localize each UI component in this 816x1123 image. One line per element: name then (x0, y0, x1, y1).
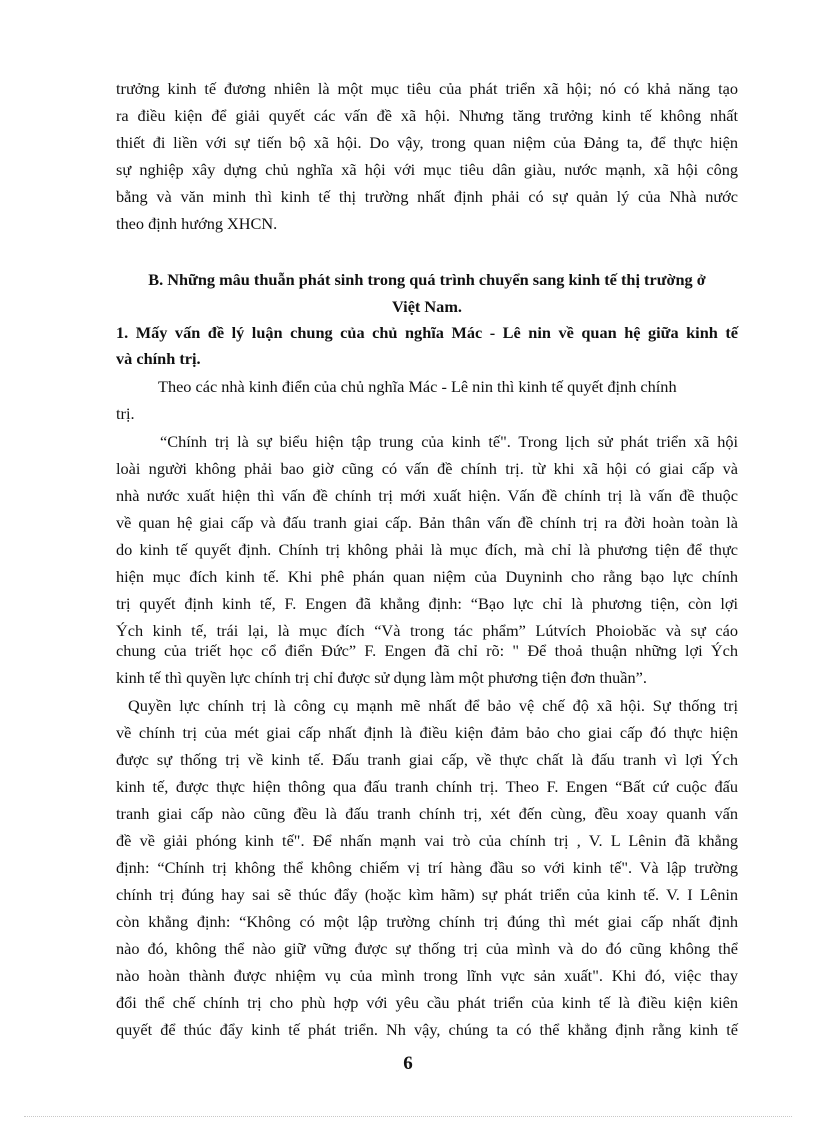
paragraph-line: Theo các nhà kinh điển của chủ nghĩa Mác - Lê nin thì kinh tế quyết định chính (158, 377, 677, 396)
paragraph-line: đổi thể chế chính trị cho phù hợp với yêu cầu phát triển của kinh tế là điều kiện kiên (116, 993, 738, 1012)
page-bottom-divider (24, 1116, 792, 1117)
paragraph-line: về chính trị của mét giai cấp nhất định là điều kiện đảm bảo cho giai cấp đó thực hiện (116, 723, 738, 742)
section-heading: B. Những mâu thuẫn phát sinh trong quá trình chuyển sang kinh tế thị trường ở (148, 270, 706, 289)
paragraph-line: đề về giải phóng kinh tế". Để nhấn mạnh vai trò của chính trị , V. L Lênin đã khẳng (116, 831, 738, 850)
paragraph-line: trị quyết định kinh tế, F. Engen đã khẳng định: “Bạo lực chỉ là phương tiện, còn lợi (116, 594, 738, 613)
paragraph-line: thiết đi liền với sự tiến bộ xã hội. Do vậy, trong quan niệm của Đảng ta, để thực hiện (116, 133, 738, 152)
paragraph-line: bằng và văn minh thì kinh tế thị trường nhất định phải có sự quản lý của Nhà nước (116, 187, 738, 206)
paragraph-line: Quyền lực chính trị là công cụ mạnh mẽ nhất để bảo vệ chế độ xã hội. Sự thống trị (128, 696, 738, 715)
paragraph-line: hiện mục đích kinh tế. Khi phê phán quan niệm của Duyninh cho rằng bạo lực chính (116, 567, 738, 586)
subsection-heading: và chính trị. (116, 349, 201, 368)
page-number: 6 (403, 1053, 413, 1074)
paragraph-line: nhà nước xuất hiện thì vấn đề chính trị mới xuất hiện. Vấn đề chính trị là vấn đề thuộc (116, 486, 738, 505)
paragraph-line: còn khẳng định: “Không có một lập trường chính trị đúng thì mét giai cấp nhất định (116, 912, 738, 931)
paragraph-line: chung của triết học cổ điển Đức” F. Engen đã chỉ rõ: " Để thoả thuận những lợi Ých (116, 641, 738, 660)
paragraph-line: định: “Chính trị không thể không chiếm vị trí hàng đầu so với kinh tế". Và lập trường (116, 858, 738, 877)
subsection-heading: 1. Mấy vấn đề lý luận chung của chủ nghĩa Mác - Lê nin về quan hệ giữa kinh tế (116, 323, 738, 342)
paragraph-line: loài người không phải bao giờ cũng có vấn đề chính trị. từ khi xã hội có giai cấp và (116, 459, 738, 478)
paragraph-line: theo định hướng XHCN. (116, 214, 278, 233)
paragraph-line: do kinh tế quyết định. Chính trị không phải là mục đích, mà chỉ là phương tiện để thực (116, 540, 738, 559)
paragraph-line: trưởng kinh tế đương nhiên là một mục tiêu của phát triển xã hội; nó có khả năng tạo (116, 79, 738, 98)
paragraph-line: tranh giai cấp nào cũng đều là đấu tranh chính trị, xét đến cùng, đều xoay quanh vấn (116, 804, 738, 823)
section-heading: Việt Nam. (392, 297, 462, 316)
paragraph-line: chính trị đúng hay sai sẽ thúc đẩy (hoặc kìm hãm) sự phát triển của kinh tế. V. I Lênin (116, 885, 738, 904)
paragraph-line: “Chính trị là sự biểu hiện tập trung của kinh tế". Trong lịch sử phát triển xã hội (160, 432, 738, 451)
paragraph-line: kinh tế thì quyền lực chính trị chỉ được sử dụng làm một phương tiện đơn thuần”. (116, 668, 647, 687)
paragraph-line: quyết để thúc đẩy kinh tế phát triển. Nh vậy, chúng ta có thể khẳng định rằng kinh tế (116, 1020, 738, 1039)
paragraph-line: nào đó, không thể nào giữ vững được sự thống trị của mình và do đó cũng không thể (116, 939, 738, 958)
paragraph-line: nào hoàn thành được nhiệm vụ của mình trong lĩnh vực sản xuất". Khi đó, việc thay (116, 966, 738, 985)
paragraph-line: được sự thống trị về kinh tế. Đấu tranh giai cấp, về thực chất là đấu tranh vì lợi Ých (116, 750, 738, 769)
paragraph-line: trị. (116, 404, 135, 423)
paragraph-line: kinh tế, được thực hiện thông qua đấu tranh chính trị. Theo F. Engen “Bất cứ cuộc đấu (116, 777, 738, 796)
paragraph-line: Ých kinh tế, trái lại, là mục đích “Và trong tác phẩm” Lútvích Phoiobăc và sự cáo (116, 621, 738, 640)
paragraph-line: sự nghiệp xây dựng chủ nghĩa xã hội với mục tiêu dân giàu, nước mạnh, xã hội công (116, 160, 738, 179)
paragraph-line: ra điều kiện để giải quyết các vấn đề xã hội. Nhưng tăng trưởng kinh tế không nhất (116, 106, 738, 125)
paragraph-line: về quan hệ giai cấp và đấu tranh giai cấp. Bản thân vấn đề chính trị ra đời hoàn toàn là (116, 513, 738, 532)
